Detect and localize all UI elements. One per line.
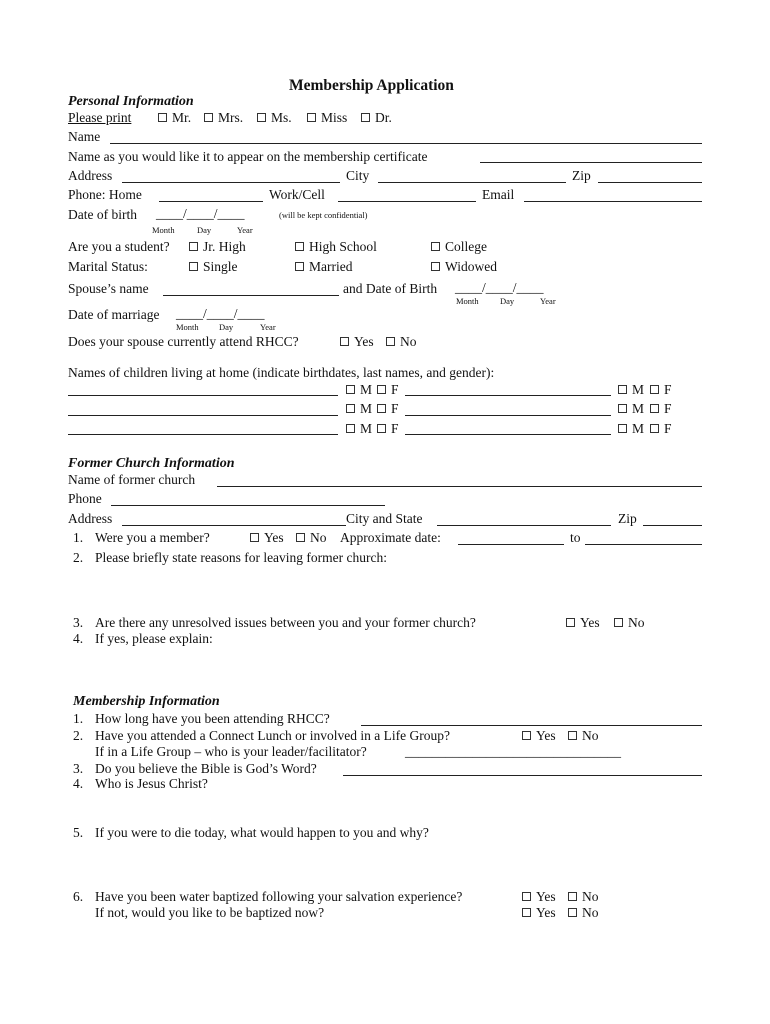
checkbox-icon	[307, 113, 316, 122]
child-name-field[interactable]	[405, 395, 611, 396]
option-label: Widowed	[445, 259, 497, 274]
checkbox-icon	[566, 618, 575, 627]
dob-field[interactable]: ____/____/____	[156, 206, 245, 221]
checkbox-child-f[interactable]	[650, 383, 672, 397]
confidential-note: (will be kept confidential)	[279, 210, 368, 220]
section-heading-former: Former Church Information	[68, 456, 235, 471]
option-label: F	[391, 401, 399, 416]
work-cell-label: Work/Cell	[269, 187, 325, 202]
option-label: No	[582, 905, 599, 920]
option-label: Yes	[536, 728, 556, 743]
checkbox-icon	[250, 533, 259, 542]
children-label: Names of children living at home (indicate birthdates, last names, and gender):	[68, 365, 495, 380]
former-address-label: Address	[68, 511, 113, 526]
spouse-name-label: Spouse’s name	[68, 281, 149, 296]
option-label: M	[360, 421, 373, 436]
checkbox-icon	[346, 404, 355, 413]
checkbox-icon	[295, 262, 304, 271]
checkbox-icon	[614, 618, 623, 627]
spouse-attend-label: Does your spouse currently attend RHCC?	[68, 334, 299, 349]
option-label: Yes	[354, 334, 374, 349]
leaving-reasons-question: Please briefly state reasons for leaving former church:	[95, 550, 388, 565]
address-field[interactable]	[122, 182, 340, 183]
former-city-state-field[interactable]	[437, 525, 611, 526]
spouse-dob-label: and Date of Birth	[343, 281, 438, 296]
checkbox-single[interactable]	[189, 260, 238, 274]
jesus-question: Who is Jesus Christ?	[95, 776, 208, 791]
child-name-field[interactable]	[68, 434, 338, 435]
checkbox-mr[interactable]	[158, 111, 191, 125]
honorific-label: Mrs.	[218, 110, 244, 125]
marriage-month-caption: Month	[176, 322, 199, 332]
attending-question: How long have you been attending RHCC?	[95, 711, 330, 726]
checkbox-baptize-now-yes[interactable]	[522, 906, 556, 920]
spouse-month-caption: Month	[456, 296, 479, 306]
question-number: 2.	[73, 550, 84, 565]
checkbox-child-f[interactable]	[377, 383, 399, 397]
dob-day-caption: Day	[197, 225, 212, 235]
checkbox-icon	[618, 404, 627, 413]
option-label: Jr. High	[203, 239, 246, 254]
checkbox-miss[interactable]	[307, 111, 347, 125]
approx-date-to-field[interactable]	[585, 544, 702, 545]
checkbox-icon	[568, 731, 577, 740]
child-name-field[interactable]	[68, 395, 338, 396]
checkbox-icon	[650, 385, 659, 394]
approx-date-label: Approximate date:	[340, 530, 441, 545]
approx-date-from-field[interactable]	[458, 544, 564, 545]
checkbox-icon	[158, 113, 167, 122]
certificate-name-field[interactable]	[480, 162, 702, 163]
address-label: Address	[68, 168, 113, 183]
please-print-label: Please print	[68, 110, 132, 125]
checkbox-icon	[522, 731, 531, 740]
option-label: No	[400, 334, 417, 349]
former-phone-label: Phone	[68, 491, 102, 506]
checkbox-icon	[618, 385, 627, 394]
checkbox-issues-yes[interactable]	[566, 616, 600, 630]
checkbox-baptize-now-no[interactable]	[568, 906, 599, 920]
phone-home-label: Phone: Home	[68, 187, 142, 202]
email-label: Email	[482, 187, 515, 202]
approx-to-label: to	[570, 530, 581, 545]
checkbox-college[interactable]	[431, 240, 487, 254]
dob-month-caption: Month	[152, 225, 175, 235]
attending-field[interactable]	[361, 725, 702, 726]
question-number: 4.	[73, 776, 84, 791]
checkbox-spouse-yes[interactable]	[340, 335, 374, 349]
zip-field[interactable]	[598, 182, 702, 183]
question-number: 3.	[73, 615, 84, 630]
question-number: 4.	[73, 631, 84, 646]
option-label: F	[664, 421, 672, 436]
child-name-field[interactable]	[68, 415, 338, 416]
checkbox-member-yes[interactable]	[250, 531, 284, 545]
option-label: No	[582, 728, 599, 743]
option-label: M	[360, 401, 373, 416]
former-member-question: Were you a member?	[95, 530, 210, 545]
page-title: Membership Application	[289, 77, 454, 94]
checkbox-connect-no[interactable]	[568, 729, 599, 743]
checkbox-icon	[377, 385, 386, 394]
checkbox-icon	[522, 892, 531, 901]
student-label: Are you a student?	[68, 239, 170, 254]
checkbox-child-f[interactable]	[650, 422, 672, 436]
checkbox-baptized-no[interactable]	[568, 890, 599, 904]
checkbox-icon	[568, 908, 577, 917]
checkbox-icon	[568, 892, 577, 901]
option-label: M	[360, 382, 373, 397]
baptized-question: Have you been water baptized following your salvation experience?	[95, 889, 463, 904]
question-number: 2.	[73, 728, 84, 743]
phone-home-field[interactable]	[159, 201, 263, 202]
email-field[interactable]	[524, 201, 702, 202]
spouse-year-caption: Year	[540, 296, 556, 306]
option-label: No	[310, 530, 327, 545]
checkbox-widowed[interactable]	[431, 260, 497, 274]
checkbox-icon	[377, 404, 386, 413]
checkbox-child-m[interactable]	[618, 402, 644, 416]
question-number: 1.	[73, 530, 84, 545]
checkbox-mrs[interactable]	[204, 111, 243, 125]
checkbox-icon	[618, 424, 627, 433]
option-label: High School	[309, 239, 377, 254]
city-field[interactable]	[378, 182, 566, 183]
unresolved-issues-question: Are there any unresolved issues between you and your former church?	[95, 615, 476, 630]
question-number: 3.	[73, 761, 84, 776]
checkbox-icon	[189, 242, 198, 251]
marriage-date-label: Date of marriage	[68, 307, 160, 322]
checkbox-child-m[interactable]	[346, 422, 372, 436]
former-zip-label: Zip	[618, 511, 637, 526]
checkbox-ms[interactable]	[257, 111, 292, 125]
honorific-label: Miss	[321, 110, 348, 125]
option-label: F	[391, 421, 399, 436]
option-label: M	[632, 421, 645, 436]
section-heading-membership: Membership Information	[73, 694, 220, 709]
name-label: Name	[68, 129, 101, 144]
checkbox-icon	[257, 113, 266, 122]
checkbox-icon	[650, 404, 659, 413]
zip-label: Zip	[572, 168, 591, 183]
option-label: F	[664, 382, 672, 397]
checkbox-jr-high[interactable]	[189, 240, 246, 254]
section-heading-personal: Personal Information	[68, 94, 194, 109]
marriage-year-caption: Year	[260, 322, 276, 332]
dob-label: Date of birth	[68, 207, 137, 222]
spouse-dob-field[interactable]: ____/____/____	[455, 280, 544, 295]
marriage-date-field[interactable]: ____/____/____	[176, 306, 265, 321]
option-label: College	[445, 239, 487, 254]
option-label: Single	[203, 259, 238, 274]
option-label: Yes	[536, 889, 556, 904]
checkbox-icon	[650, 424, 659, 433]
work-cell-field[interactable]	[338, 201, 476, 202]
child-name-field[interactable]	[405, 434, 611, 435]
checkbox-icon	[431, 262, 440, 271]
connect-lunch-question: Have you attended a Connect Lunch or involved in a Life Group?	[95, 728, 451, 743]
bible-field[interactable]	[343, 775, 702, 776]
checkbox-child-f[interactable]	[377, 422, 399, 436]
child-name-field[interactable]	[405, 415, 611, 416]
checkbox-spouse-no[interactable]	[386, 335, 417, 349]
marital-label: Marital Status:	[68, 259, 148, 274]
marriage-day-caption: Day	[219, 322, 234, 332]
question-number: 6.	[73, 889, 84, 904]
checkbox-icon	[296, 533, 305, 542]
option-label: Yes	[536, 905, 556, 920]
checkbox-issues-no[interactable]	[614, 616, 645, 630]
spouse-name-field[interactable]	[163, 295, 339, 296]
checkbox-icon	[340, 337, 349, 346]
former-phone-field[interactable]	[111, 505, 385, 506]
checkbox-child-m[interactable]	[618, 383, 644, 397]
checkbox-icon	[377, 424, 386, 433]
spouse-day-caption: Day	[500, 296, 515, 306]
option-label: M	[632, 401, 645, 416]
checkbox-icon	[189, 262, 198, 271]
checkbox-child-m[interactable]	[618, 422, 644, 436]
checkbox-baptized-yes[interactable]	[522, 890, 556, 904]
checkbox-child-f[interactable]	[650, 402, 672, 416]
option-label: Married	[309, 259, 353, 274]
checkbox-dr[interactable]	[361, 111, 392, 125]
option-label: No	[582, 889, 599, 904]
honorific-label: Mr.	[172, 110, 192, 125]
option-label: F	[391, 382, 399, 397]
option-label: F	[664, 401, 672, 416]
honorific-label: Dr.	[375, 110, 392, 125]
name-field[interactable]	[110, 143, 702, 144]
life-group-leader-field[interactable]: ________________________________	[405, 744, 621, 759]
die-today-question: If you were to die today, what would happen to you and why?	[95, 825, 429, 840]
checkbox-married[interactable]	[295, 260, 352, 274]
explain-question: If yes, please explain:	[95, 631, 213, 646]
checkbox-icon	[386, 337, 395, 346]
checkbox-icon	[346, 424, 355, 433]
checkbox-child-m[interactable]	[346, 402, 372, 416]
checkbox-icon	[295, 242, 304, 251]
dob-year-caption: Year	[237, 225, 253, 235]
bible-question: Do you believe the Bible is God’s Word?	[95, 761, 317, 776]
baptize-now-question: If not, would you like to be baptized now?	[95, 905, 325, 920]
question-number: 1.	[73, 711, 84, 726]
former-zip-field[interactable]	[643, 525, 702, 526]
certificate-name-label: Name as you would like it to appear on the membership certificate	[68, 149, 428, 164]
checkbox-child-m[interactable]	[346, 383, 372, 397]
former-name-label: Name of former church	[68, 472, 196, 487]
honorific-label: Ms.	[271, 110, 292, 125]
option-label: No	[628, 615, 645, 630]
life-group-leader-question: If in a Life Group – who is your leader/facilitator?	[95, 744, 367, 759]
former-city-state-label: City and State	[346, 511, 423, 526]
checkbox-high-school[interactable]	[295, 240, 377, 254]
checkbox-icon	[431, 242, 440, 251]
question-number: 5.	[73, 825, 84, 840]
checkbox-icon	[361, 113, 370, 122]
checkbox-child-f[interactable]	[377, 402, 399, 416]
checkbox-member-no[interactable]	[296, 531, 327, 545]
checkbox-icon	[346, 385, 355, 394]
former-address-field[interactable]	[122, 525, 346, 526]
option-label: Yes	[580, 615, 600, 630]
checkbox-icon	[204, 113, 213, 122]
option-label: M	[632, 382, 645, 397]
checkbox-icon	[522, 908, 531, 917]
option-label: Yes	[264, 530, 284, 545]
city-label: City	[346, 168, 370, 183]
checkbox-connect-yes[interactable]	[522, 729, 556, 743]
former-name-field[interactable]	[217, 486, 702, 487]
